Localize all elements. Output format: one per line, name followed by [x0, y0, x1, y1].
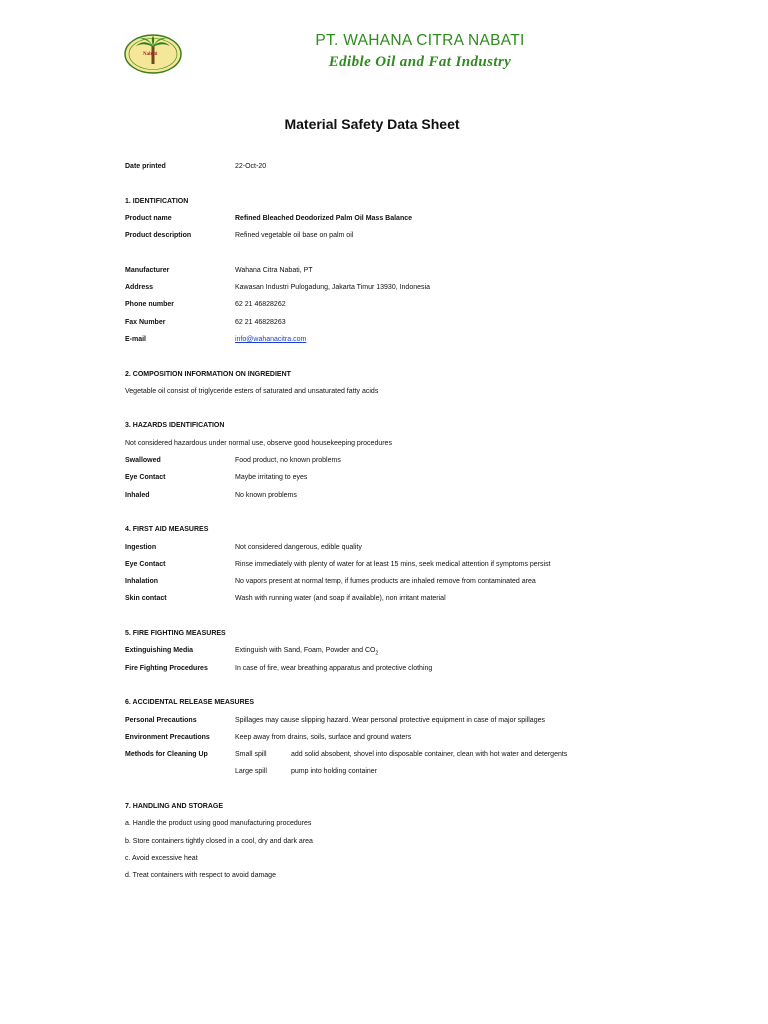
skin-contact-row [125, 594, 645, 611]
section-composition-heading: 2. COMPOSITION INFORMATION ON INGREDIENT [125, 370, 291, 378]
handling-item: a. Handle the product using good manufacturing procedures [125, 820, 312, 828]
hazards-text: Not considered hazardous under normal use, observe good housekeeping procedures [125, 439, 392, 447]
personal-precautions-value: Spillages may cause slipping hazard. Wear personal protective equipment in case of major spillages [235, 716, 545, 724]
section-identification-heading: 1. IDENTIFICATION [125, 197, 189, 205]
inhaled-row [125, 491, 645, 508]
swallowed-value: Food product, no known problems [235, 457, 341, 465]
manufacturer-value: Wahana Citra Nabati, PT [235, 266, 313, 274]
product-name-value: Refined Bleached Deodorized Palm Oil Mass Balance [235, 214, 412, 222]
document-title: Material Safety Data Sheet [284, 116, 460, 132]
hazard-eye-contact-value: Maybe irritating to eyes [235, 474, 308, 482]
cleaning-small-row [125, 750, 645, 767]
inhalation-label: Inhalation [125, 578, 159, 586]
address-value: Kawasan Industri Pulogadung, Jakarta Timur 13930, Indonesia [235, 284, 430, 292]
fax-value: 62 21 46828263 [235, 318, 286, 326]
section-handling-heading: 7. HANDLING AND STORAGE [125, 802, 224, 810]
ingestion-label: Ingestion [125, 543, 157, 551]
composition-text: Vegetable oil consist of triglyceride esters of saturated and unsaturated fatty acids [125, 387, 379, 395]
fax-label: Fax Number [125, 318, 166, 326]
manufacturer-label: Manufacturer [125, 266, 170, 274]
phone-label: Phone number [125, 301, 175, 309]
section-hazards-heading: 3. HAZARDS IDENTIFICATION [125, 422, 225, 430]
address-label: Address [125, 284, 154, 292]
extinguishing-media-row [125, 646, 645, 663]
fire-procedures-label: Fire Fighting Procedures [125, 664, 208, 672]
large-spill-label: Large spill [235, 768, 267, 776]
date-printed-value: 22-Oct-20 [235, 163, 267, 170]
small-spill-value: add solid absobent, shovel into disposable container, clean with hot water and detergents [291, 751, 568, 759]
handling-item: d. Treat containers with respect to avoid damage [125, 872, 276, 880]
first-aid-eye-contact-row [125, 560, 645, 577]
first-aid-eye-contact-value: Rinse immediately with plenty of water for at least 15 mins, seek medical attention if symptoms persist [235, 560, 551, 568]
handling-item: b. Store containers tightly closed in a cool, dry and dark area [125, 837, 313, 845]
extinguishing-media-label: Extinguishing Media [125, 647, 194, 655]
document-body [125, 162, 645, 888]
environment-precautions-value: Keep away from drains, soils, surface and ground waters [235, 733, 412, 741]
fax-row [125, 318, 645, 335]
date-printed-row [125, 162, 645, 179]
date-printed-label: Date printed [125, 163, 166, 170]
inhaled-value: No known problems [235, 491, 297, 499]
cleaning-large-row [125, 767, 645, 784]
company-name: PT. WAHANA CITRA NABATI [315, 32, 525, 49]
logo-text: Nabati [143, 52, 158, 57]
ingestion-value: Not considered dangerous, edible quality [235, 543, 362, 551]
extinguishing-media-value [235, 646, 378, 658]
inhalation-row [125, 577, 645, 594]
product-description-row [125, 231, 645, 248]
personal-precautions-row [125, 716, 645, 733]
company-header [300, 32, 540, 71]
email-row [125, 335, 645, 352]
phone-value: 62 21 46828262 [235, 301, 286, 309]
manufacturer-row [125, 266, 645, 283]
company-logo [124, 34, 182, 74]
fire-procedures-row [125, 664, 645, 681]
ingestion-row [125, 543, 645, 560]
product-description-label: Product description [125, 232, 192, 240]
first-aid-eye-contact-label: Eye Contact [125, 560, 166, 568]
email-link[interactable]: info@wahanacitra.com [235, 335, 307, 343]
hazard-eye-contact-label: Eye Contact [125, 474, 166, 482]
product-name-row [125, 214, 645, 231]
co2-subscript: 2 [375, 650, 379, 657]
large-spill-value: pump into holding container [291, 768, 378, 776]
company-tagline: Edible Oil and Fat Industry [328, 54, 512, 70]
section-fire-fighting-heading: 5. FIRE FIGHTING MEASURES [125, 630, 226, 638]
fire-procedures-value: In case of fire, wear breathing apparatus and protective clothing [235, 664, 433, 672]
product-name-label: Product name [125, 214, 172, 222]
inhalation-value: No vapors present at normal temp, if fumes products are inhaled remove from contaminated area [235, 578, 536, 586]
inhaled-label: Inhaled [125, 491, 150, 499]
hazard-eye-contact-row [125, 473, 645, 490]
section-accidental-release-heading: 6. ACCIDENTAL RELEASE MEASURES [125, 699, 254, 707]
section-first-aid-heading: 4. FIRST AID MEASURES [125, 526, 209, 534]
handling-item: c. Avoid excessive heat [125, 854, 198, 862]
product-description-value: Refined vegetable oil base on palm oil [235, 232, 354, 240]
phone-row [125, 300, 645, 317]
cleaning-methods-label: Methods for Cleaning Up [125, 751, 208, 759]
environment-precautions-row [125, 733, 645, 750]
swallowed-row [125, 456, 645, 473]
address-row [125, 283, 645, 300]
extinguishing-media-text: Extinguish with Sand, Foam, Powder and CO [235, 647, 376, 655]
small-spill-label: Small spill [235, 751, 267, 759]
personal-precautions-label: Personal Precautions [125, 716, 197, 724]
swallowed-label: Swallowed [125, 457, 161, 465]
environment-precautions-label: Environment Precautions [125, 733, 210, 741]
skin-contact-label: Skin contact [125, 595, 167, 603]
skin-contact-value: Wash with running water (and soap if available), non irritant material [235, 595, 446, 603]
email-label: E-mail [125, 335, 147, 343]
